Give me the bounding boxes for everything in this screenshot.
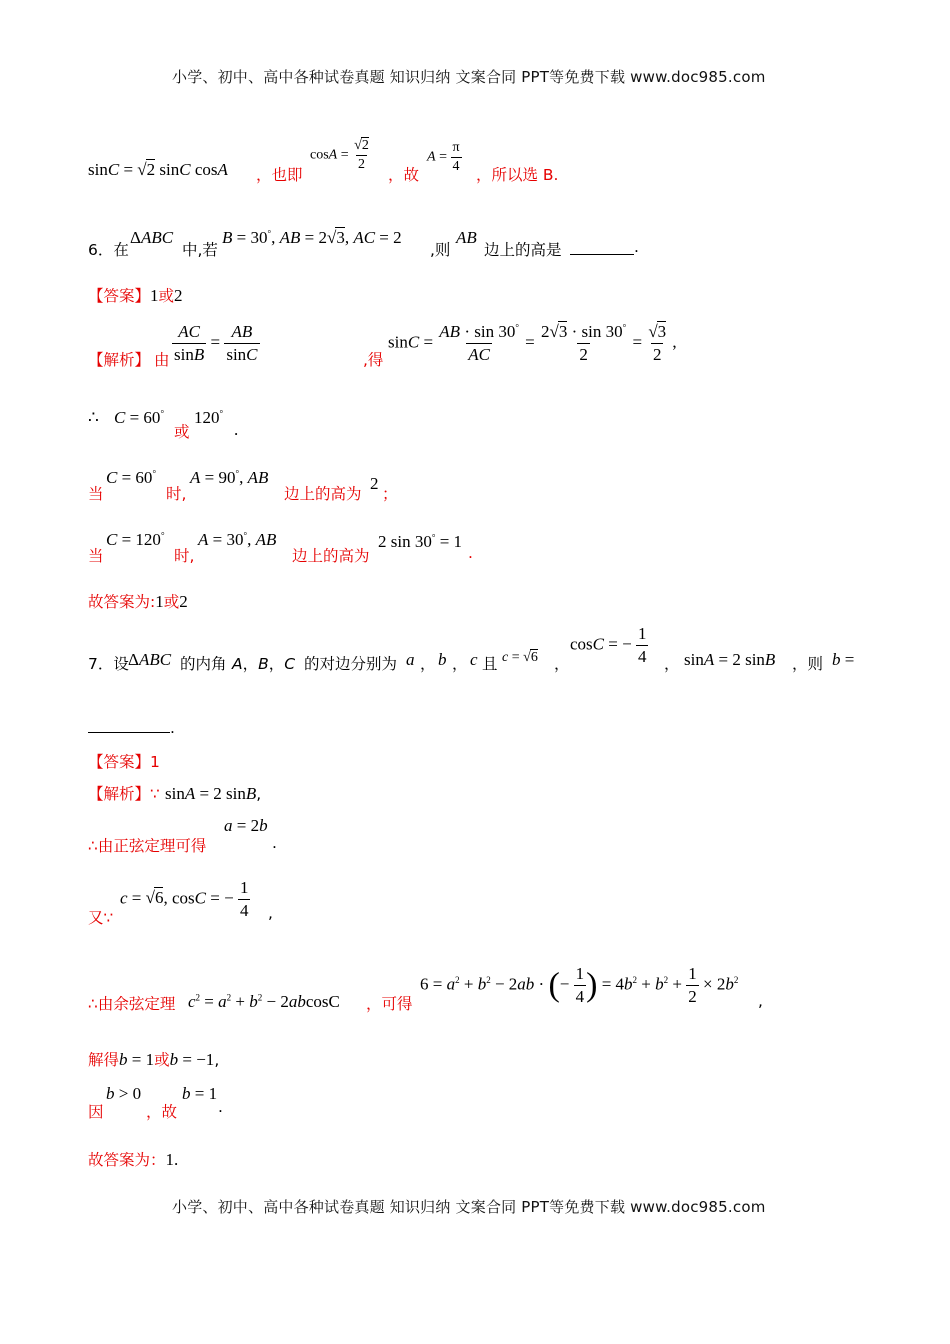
q7-answer: 【答案】1: [88, 753, 160, 771]
prev-text-3: ，所以选 B.: [476, 166, 559, 184]
q6-question: 6．在 ΔABC 中,若 B = 30°, AB = 2√3, AC = 2 ,则 AB 边上的高是 .: [88, 228, 639, 259]
q7-blank-line: .: [88, 716, 175, 737]
q7-question: 7．设 ΔABC 的内角 A，B，C 的对边分别为 a ， b ， c 且 c = √6 ， cosC = − $\frac{1}{4}$ ， sinA = 2 sinB ，则 b =: [88, 624, 855, 673]
q6-answer-blank: [570, 240, 634, 255]
prev-text-2: ，故: [388, 166, 420, 184]
q7-analysis-5: 解得b = 1或b = −1,: [88, 1050, 220, 1069]
page-header: 小学、初中、高中各种试卷真题 知识归纳 文案合同 PPT等免费下载 www.doc985.com: [172, 68, 766, 86]
q7-analysis-1: 【解析】∵ sinA = 2 sinB,: [88, 784, 262, 803]
page-footer: 小学、初中、高中各种试卷真题 知识归纳 文案合同 PPT等免费下载 www.doc985.com: [172, 1198, 766, 1216]
q7-final-answer: 故答案为：1.: [88, 1150, 179, 1169]
q6-number: 6．在: [88, 241, 129, 259]
q6-final-answer: 故答案为:1或2: [88, 592, 188, 611]
q7-number: 7．设: [88, 655, 129, 673]
prev-text-1: ，也即: [256, 166, 303, 184]
q7-answer-blank: [88, 716, 170, 733]
q6-answer: 【答案】1或2: [88, 286, 183, 305]
